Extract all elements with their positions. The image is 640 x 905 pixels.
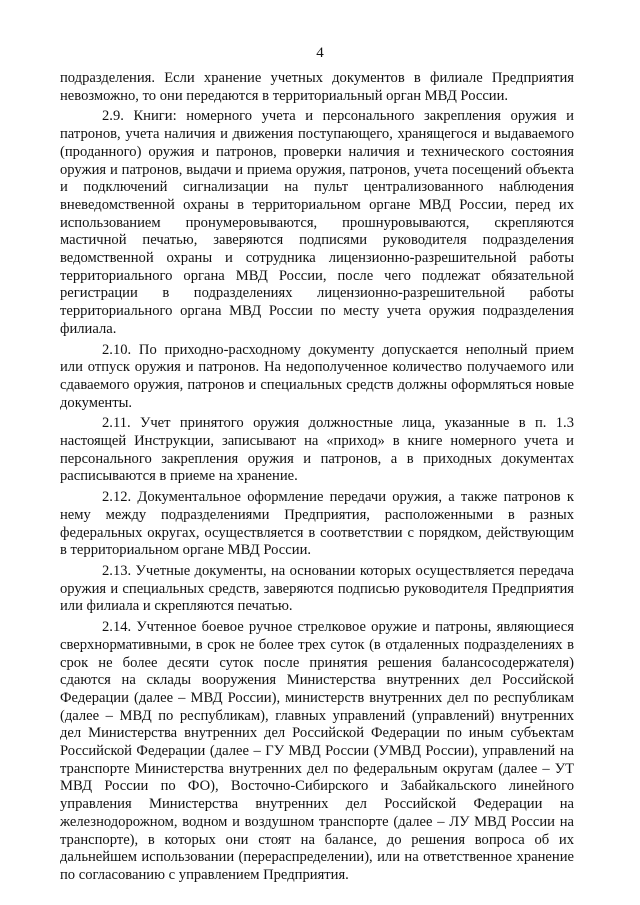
paragraph-2-10: 2.10. По приходно-расходному документу допускается неполный прием или отпуск оружия и патронов. На недополученное количество получаемого или сдаваемого оружия, патронов и специальных средств должны оформляться новые документы. <box>60 341 574 411</box>
paragraph-2-11: 2.11. Учет принятого оружия должностные лица, указанные в п. 1.3 настоящей Инструкции, записывают на «приход» в книге номерного учета и персонального закрепления оружия и патронов, а в приходных документах расписываются в приеме на хранение. <box>60 415 574 485</box>
paragraph-continuation: подразделения. Если хранение учетных документов в филиале Предприятия невозможно, то они передаются в территориальный орган МВД России. <box>60 70 574 104</box>
paragraph-2-13: 2.13. Учетные документы, на основании которых осуществляется передача оружия и специальных средств, заверяются подписью руководителя Предприятия или филиала и скрепляются печатью. <box>60 562 574 615</box>
document-body <box>60 70 574 888</box>
page-number: 4 <box>316 45 324 61</box>
paragraph-2-9: 2.9. Книги: номерного учета и персонального закрепления оружия и патронов, учета наличия и движения поступающего, хранящегося и выдаваемого (проданного) оружия и патронов, проверки наличия и технического состояния оружия и патронов, выдачи и приема оружия, патронов, учета посещений объекта и подключений сигнализации на пульт централизованного наблюдения вневедомственной охраны в территориальном органе МВД России, перед их использованием пронумеровываются, прошнуровываются, скрепляются мастичной печатью, заверяются подписями руководителя подразделения ведомственной охраны и сотрудника лицензионно-разрешительной работы территориального органа МВД России, после чего подлежат обязательной регистрации в подразделениях лицензионно-разрешительной работы территориального органа МВД России по месту учета оружия подразделения филиала. <box>60 108 574 337</box>
paragraph-2-14: 2.14. Учтенное боевое ручное стрелковое оружие и патроны, являющиеся сверхнормативными, в срок не более трех суток (в отдаленных подразделениях в срок не более десяти суток после принятия решения балансосодержателя) сдаются на склады вооружения Министерства внутренних дел Российской Федерации (далее – МВД России), министерств внутренних дел по республикам (далее – МВД по республикам), главных управлений (управлений) внутренних дел Министерства внутренних дел Российской Федерации по иным субъектам Российской Федерации (далее – ГУ МВД России (УМВД России), управлений на транспорте Министерства внутренних дел по федеральным округам (далее – УТ МВД России по ФО), Восточно-Сибирского и Забайкальского линейного управления Министерства внутренних дел Российской Федерации на железнодорожном, водном и воздушном транспорте (далее – ЛУ МВД России на транспорте), в которых они стоят на балансе, до решения вопроса об их дальнейшем использовании (перераспределении), или на ответственное хранение по согласованию с управлением Предприятия. <box>60 619 574 883</box>
paragraph-2-12: 2.12. Документальное оформление передачи оружия, а также патронов к нему между подразделениями Предприятия, расположенными в разных федеральных округах, осуществляется в соответствии с порядком, действующим в территориальном органе МВД России. <box>60 489 574 559</box>
